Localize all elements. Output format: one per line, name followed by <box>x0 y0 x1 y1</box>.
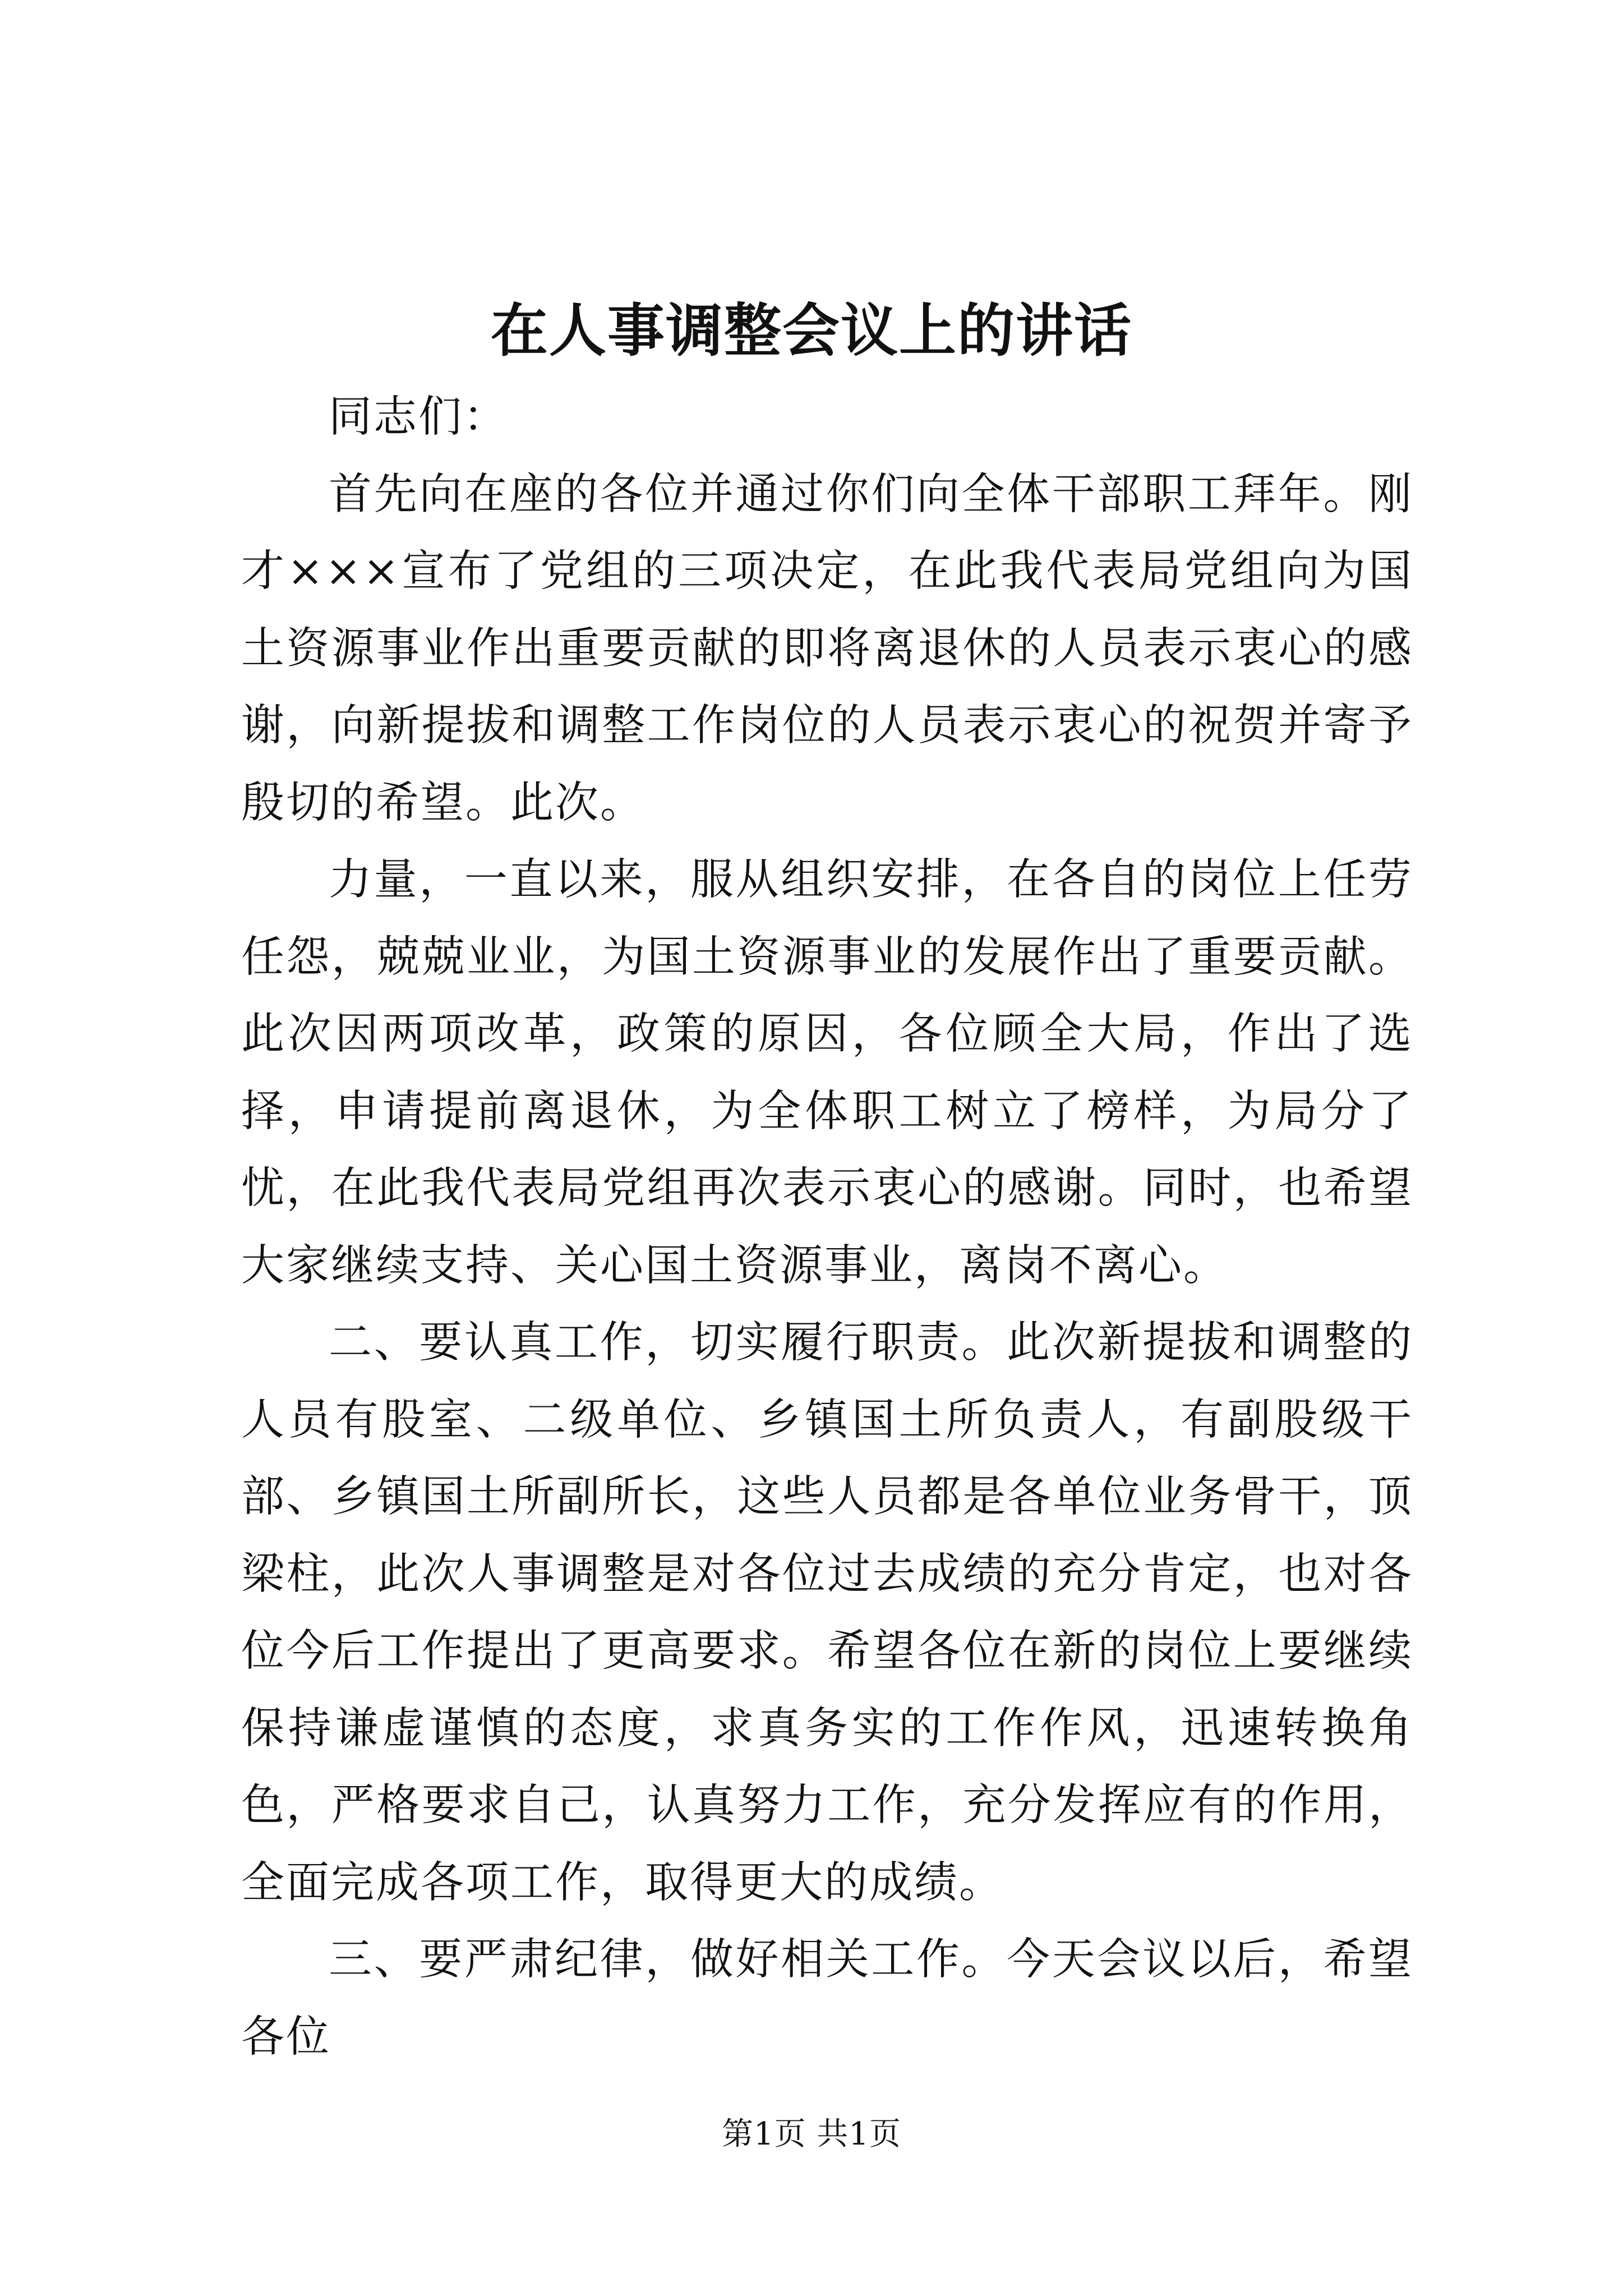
page-number-footer: 第1页 共1页 <box>721 2116 902 2152</box>
paragraph-section-two: 二、要认真工作，切实履行职责。此次新提拔和调整的人员有股室、二级单位、乡镇国土所负责人，有副股级干部、乡镇国土所副所长，这些人员都是各单位业务骨干，顶梁柱，此次人事调整是对各位过去成绩的充分肯定，也对各位今后工作提出了更高要求。希望各位在新的岗位上要继续保持谦虚谨慎的态度，求真务实的工作作风，迅速转换角色，严格要求自己，认真努力工作，充分发挥应有的作用，全面完成各项工作，取得更大的成绩。 <box>241 1318 1413 1908</box>
paragraph-section-three: 三、要严肃纪律，做好相关工作。今天会议以后，希望各位 <box>241 1935 1413 2062</box>
paragraph-opening: 首先向在座的各位并通过你们向全体干部职工拜年。刚才×××宣布了党组的三项决定，在此我代表局党组向为国土资源事业作出重要贡献的即将离退休的人员表示衷心的感谢，向新提拔和调整工作岗位的人员表示衷心的祝贺并寄予殷切的希望。此次。 <box>241 469 1413 828</box>
document-title: 在人事调整会议上的讲话 <box>491 297 1132 365</box>
paragraph-salutation: 同志们： <box>329 392 508 442</box>
document-body <box>241 379 1413 2076</box>
paragraph-retirees: 力量，一直以来，服从组织安排，在各自的岗位上任劳任怨，兢兢业业，为国土资源事业的发展作出了重要贡献。此次因两项改革，政策的原因，各位顾全大局，作出了选择，申请提前离退休，为全体职工树立了榜样，为局分了忧，在此我代表局党组再次表示衷心的感谢。同时，也希望大家继续支持、关心国土资源事业，离岗不离心。 <box>241 855 1413 1291</box>
